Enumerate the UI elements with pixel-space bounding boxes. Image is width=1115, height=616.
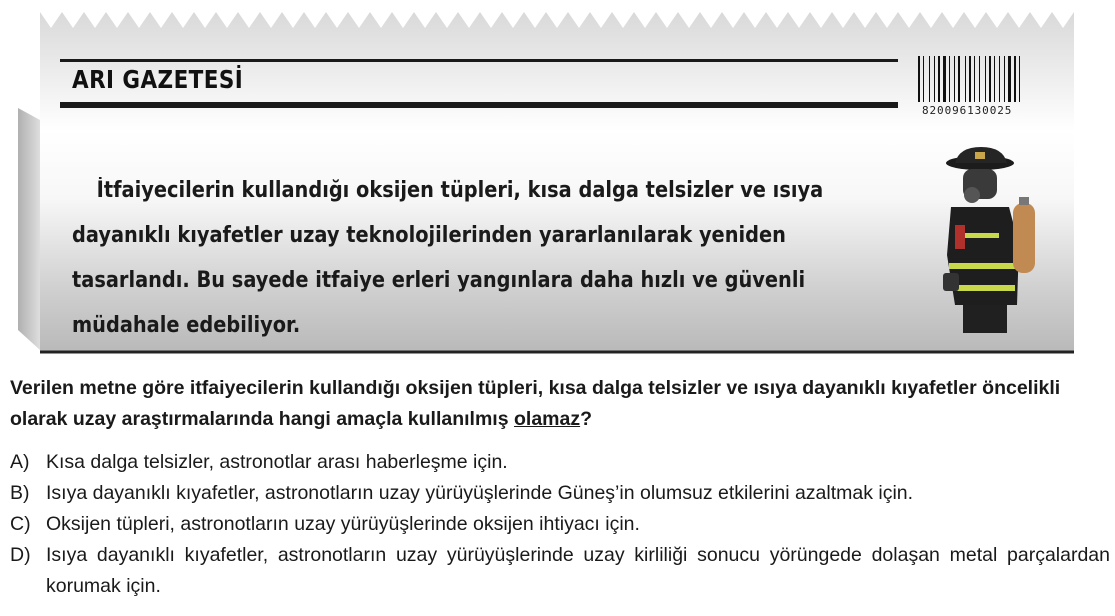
barcode-bar [969,56,971,102]
barcode-bar [1014,56,1016,102]
option-letter: D) [10,544,31,566]
sleeve-stripe [965,233,999,238]
answer-options [10,447,1110,602]
barcode-number: 820096130025 [922,104,1013,117]
question-text: Verilen metne göre itfaiyecilerin kullandığı oksijen tüpleri, kısa dalga telsizler ve ısıya dayanıklı kıyafetler öncelikli olarak uzay araştırmalarında hangi amaçla kullanılmış [10,377,1061,430]
option-b[interactable] [10,478,1110,509]
article-text: İtfaiyecilerin kullandığı oksijen tüpleri, kısa dalga telsizler ve ısıya dayanıklı kıyafetler uzay teknolojilerinden yararlanılarak yeniden tasarlandı. Bu sayede itfaiye erleri yangınlara daha hızlı ve güvenli müdahale edebiliyor. [72,178,824,338]
barcode-bar [934,56,935,102]
barcode-bar [918,56,920,102]
barcode-bar [965,56,966,102]
barcode-bar [979,56,980,102]
barcode-bar [938,56,940,102]
option-c[interactable] [10,509,1110,540]
barcode-bar [985,56,986,102]
question-stem [10,373,1110,435]
glove [943,273,959,291]
barcode-bar [954,56,955,102]
firefighter-image [925,145,1040,335]
barcode-bar [929,56,930,102]
masthead-top-rule [60,59,898,62]
oxygen-tank [1013,203,1035,273]
coat-stripe-2 [953,285,1015,291]
option-letter: C) [10,513,31,535]
option-letter: A) [10,451,30,473]
option-d[interactable] [10,540,1110,602]
coat-stripe-1 [949,263,1017,269]
pants [963,305,1007,333]
barcode-bar [1004,56,1005,102]
option-letter: B) [10,482,30,504]
barcode-bar [958,56,960,102]
barcode-bar [943,56,946,102]
option-text: Isıya dayanıklı kıyafetler, astronotların uzay yürüyüşlerinde Güneş’in olumsuz etkilerini azaltmak için. [46,482,914,504]
question-emphasis: olamaz [513,408,581,430]
mask-regulator [964,187,980,203]
masthead-bottom-rule [60,102,898,108]
option-a[interactable] [10,447,1110,478]
barcode-bar [1019,56,1020,102]
barcode-bar [1008,56,1011,102]
question-mark: ? [580,408,593,430]
barcode-bar [994,56,995,102]
newspaper-name: ARI GAZETESİ [72,65,244,94]
barcode-bar [989,56,991,102]
option-text: Isıya dayanıklı kıyafetler, astronotların uzay yürüyüşlerinde uzay kirliliği sonucu yörüngede dolaşan metal parçalardan korumak için. [46,544,1110,597]
barcode-bar [974,56,975,102]
helmet-badge [975,152,985,159]
barcode-bar [999,56,1000,102]
tank-valve [1019,197,1029,205]
barcode-bar [923,56,924,102]
barcode-bar [949,56,950,102]
option-text: Oksijen tüpleri, astronotların uzay yürüyüşlerinde oksijen ihtiyacı için. [46,513,640,535]
option-text: Kısa dalga telsizler, astronotlar arası haberleşme için. [46,451,508,473]
radio [955,225,965,249]
paper-fold [18,108,40,350]
